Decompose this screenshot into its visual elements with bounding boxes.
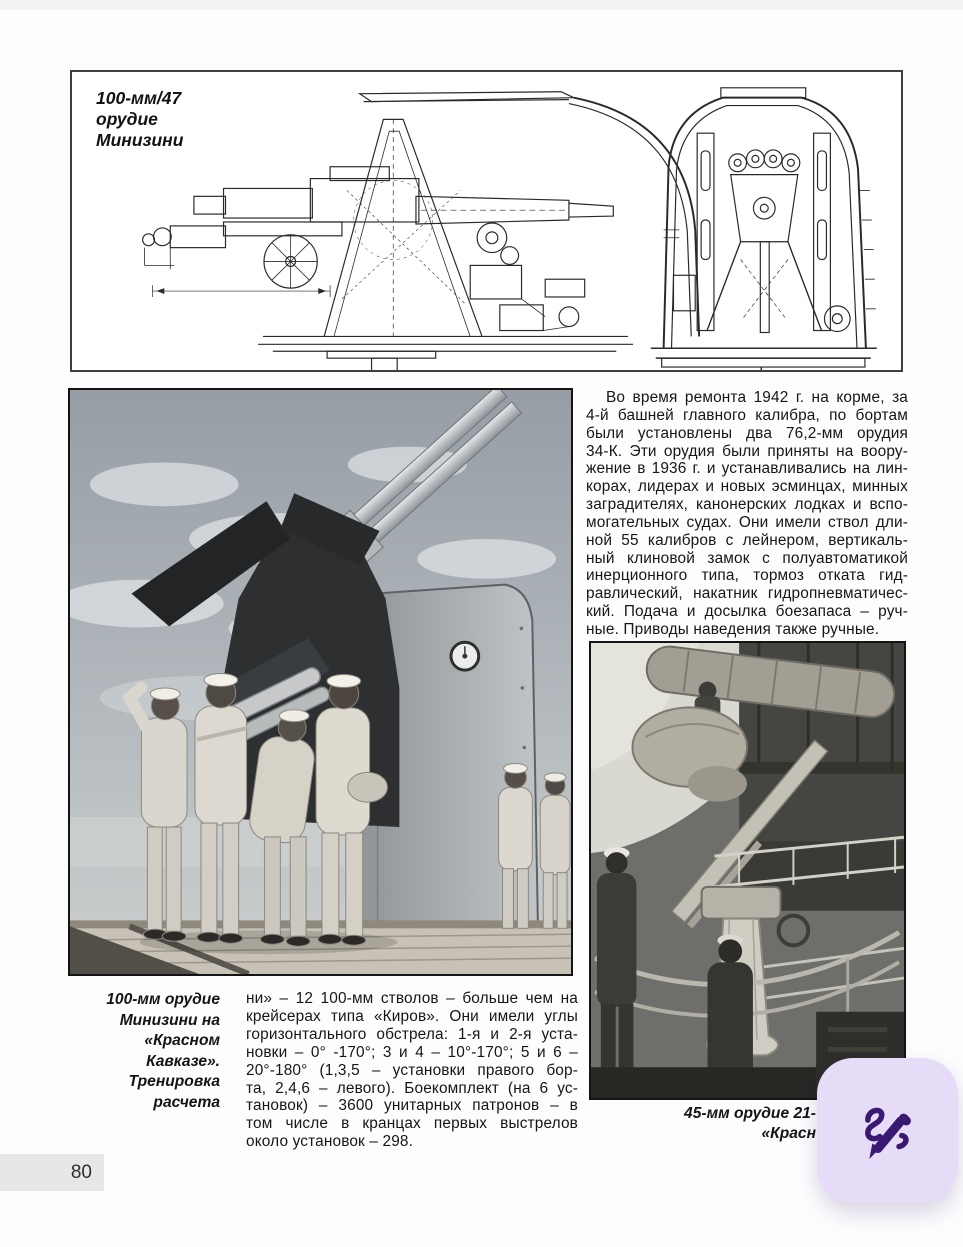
photo-45mm-gun <box>589 641 906 1100</box>
text-line: около установок – 298. <box>246 1133 414 1151</box>
photo-right-caption <box>586 1104 816 1144</box>
text-line: ни» – 12 100-мм стволов – больше чем на <box>246 990 578 1007</box>
text-line: ные. Приводы наведения также ручные. <box>586 620 880 638</box>
diagram-caption <box>96 88 183 151</box>
caption-line: «Красн <box>761 1125 816 1142</box>
text-line: том числе в кранцах первых выстрелов <box>246 1115 578 1133</box>
technical-drawing <box>72 72 901 370</box>
photo-minizini-gun-crew <box>68 388 573 976</box>
text-line: Во время ремонта 1942 г. на корме, за <box>606 389 908 406</box>
scribble-pen-icon <box>855 1098 921 1164</box>
photo-minizini-art <box>70 390 571 974</box>
text-line: могательных судах. Они имели ствол дли- <box>586 513 908 531</box>
text-line: та, 2,4,6 – левого). Боекомплект (на 6 ус- <box>246 1079 578 1097</box>
text-line: горизонтального обстрела: 1-я и 2-я уста- <box>246 1025 578 1043</box>
text-line: ный клиновой замок с полуавтоматикой <box>586 549 908 567</box>
annotation-tool-button[interactable] <box>817 1058 958 1203</box>
page-number-band <box>0 1154 104 1191</box>
bottom-paragraph <box>246 990 578 1151</box>
caption-line: 45-мм орудие 21- <box>684 1105 816 1122</box>
text-line: крейсерах типа «Киров». Они имели углы <box>246 1007 578 1025</box>
diagram-caption-line: 100-мм/47 <box>96 88 182 108</box>
technical-drawing-panel <box>70 70 903 372</box>
text-line: равлический, накатник гидропневматичес- <box>586 585 908 603</box>
diagram-caption-line: Минизини <box>96 130 184 150</box>
caption-line: Минизини на <box>119 1011 220 1029</box>
text-line: кий. Подача и досылка боезапаса – руч- <box>586 603 908 621</box>
right-column-paragraph <box>586 389 908 639</box>
caption-line: «Красном <box>144 1032 220 1050</box>
text-line: тановок) – 3600 унитарных патронов – в <box>246 1097 578 1115</box>
text-line: 34-К. Эти орудия были приняты на воору- <box>586 442 908 460</box>
photo-45mm-art <box>591 643 904 1098</box>
caption-line: расчета <box>153 1093 220 1111</box>
text-line: 4-й башней главного калибра, по бортам <box>586 406 908 424</box>
caption-line: 100-мм орудие <box>106 991 220 1008</box>
app-background-strip <box>0 0 963 10</box>
text-line: ной 55 калибров с лейнером, вертикаль- <box>586 531 908 549</box>
caption-line: Тренировка <box>128 1073 220 1091</box>
caption-line: Кавказе». <box>146 1052 220 1070</box>
diagram-caption-line: орудие <box>96 109 158 129</box>
text-line: жение в 1936 г. и устанавливались на лин- <box>586 460 908 478</box>
text-line: корах, лидерах и новых эсминцах, минных <box>586 478 908 496</box>
photo-left-caption <box>70 990 220 1114</box>
text-line: новки – 0° -170°; 3 и 4 – 10°-170°; 5 и 6 – <box>246 1043 578 1061</box>
text-line: 20°-180° (1,3,5 – установки правого бор- <box>246 1061 578 1079</box>
text-line: были установлены два 76,2-мм орудия <box>586 424 908 442</box>
text-line: заградителях, канонерских лодках и вспо- <box>586 496 908 514</box>
text-line: инерционного типа, тормоз отката гид- <box>586 567 908 585</box>
page-number: 80 <box>70 1162 92 1183</box>
